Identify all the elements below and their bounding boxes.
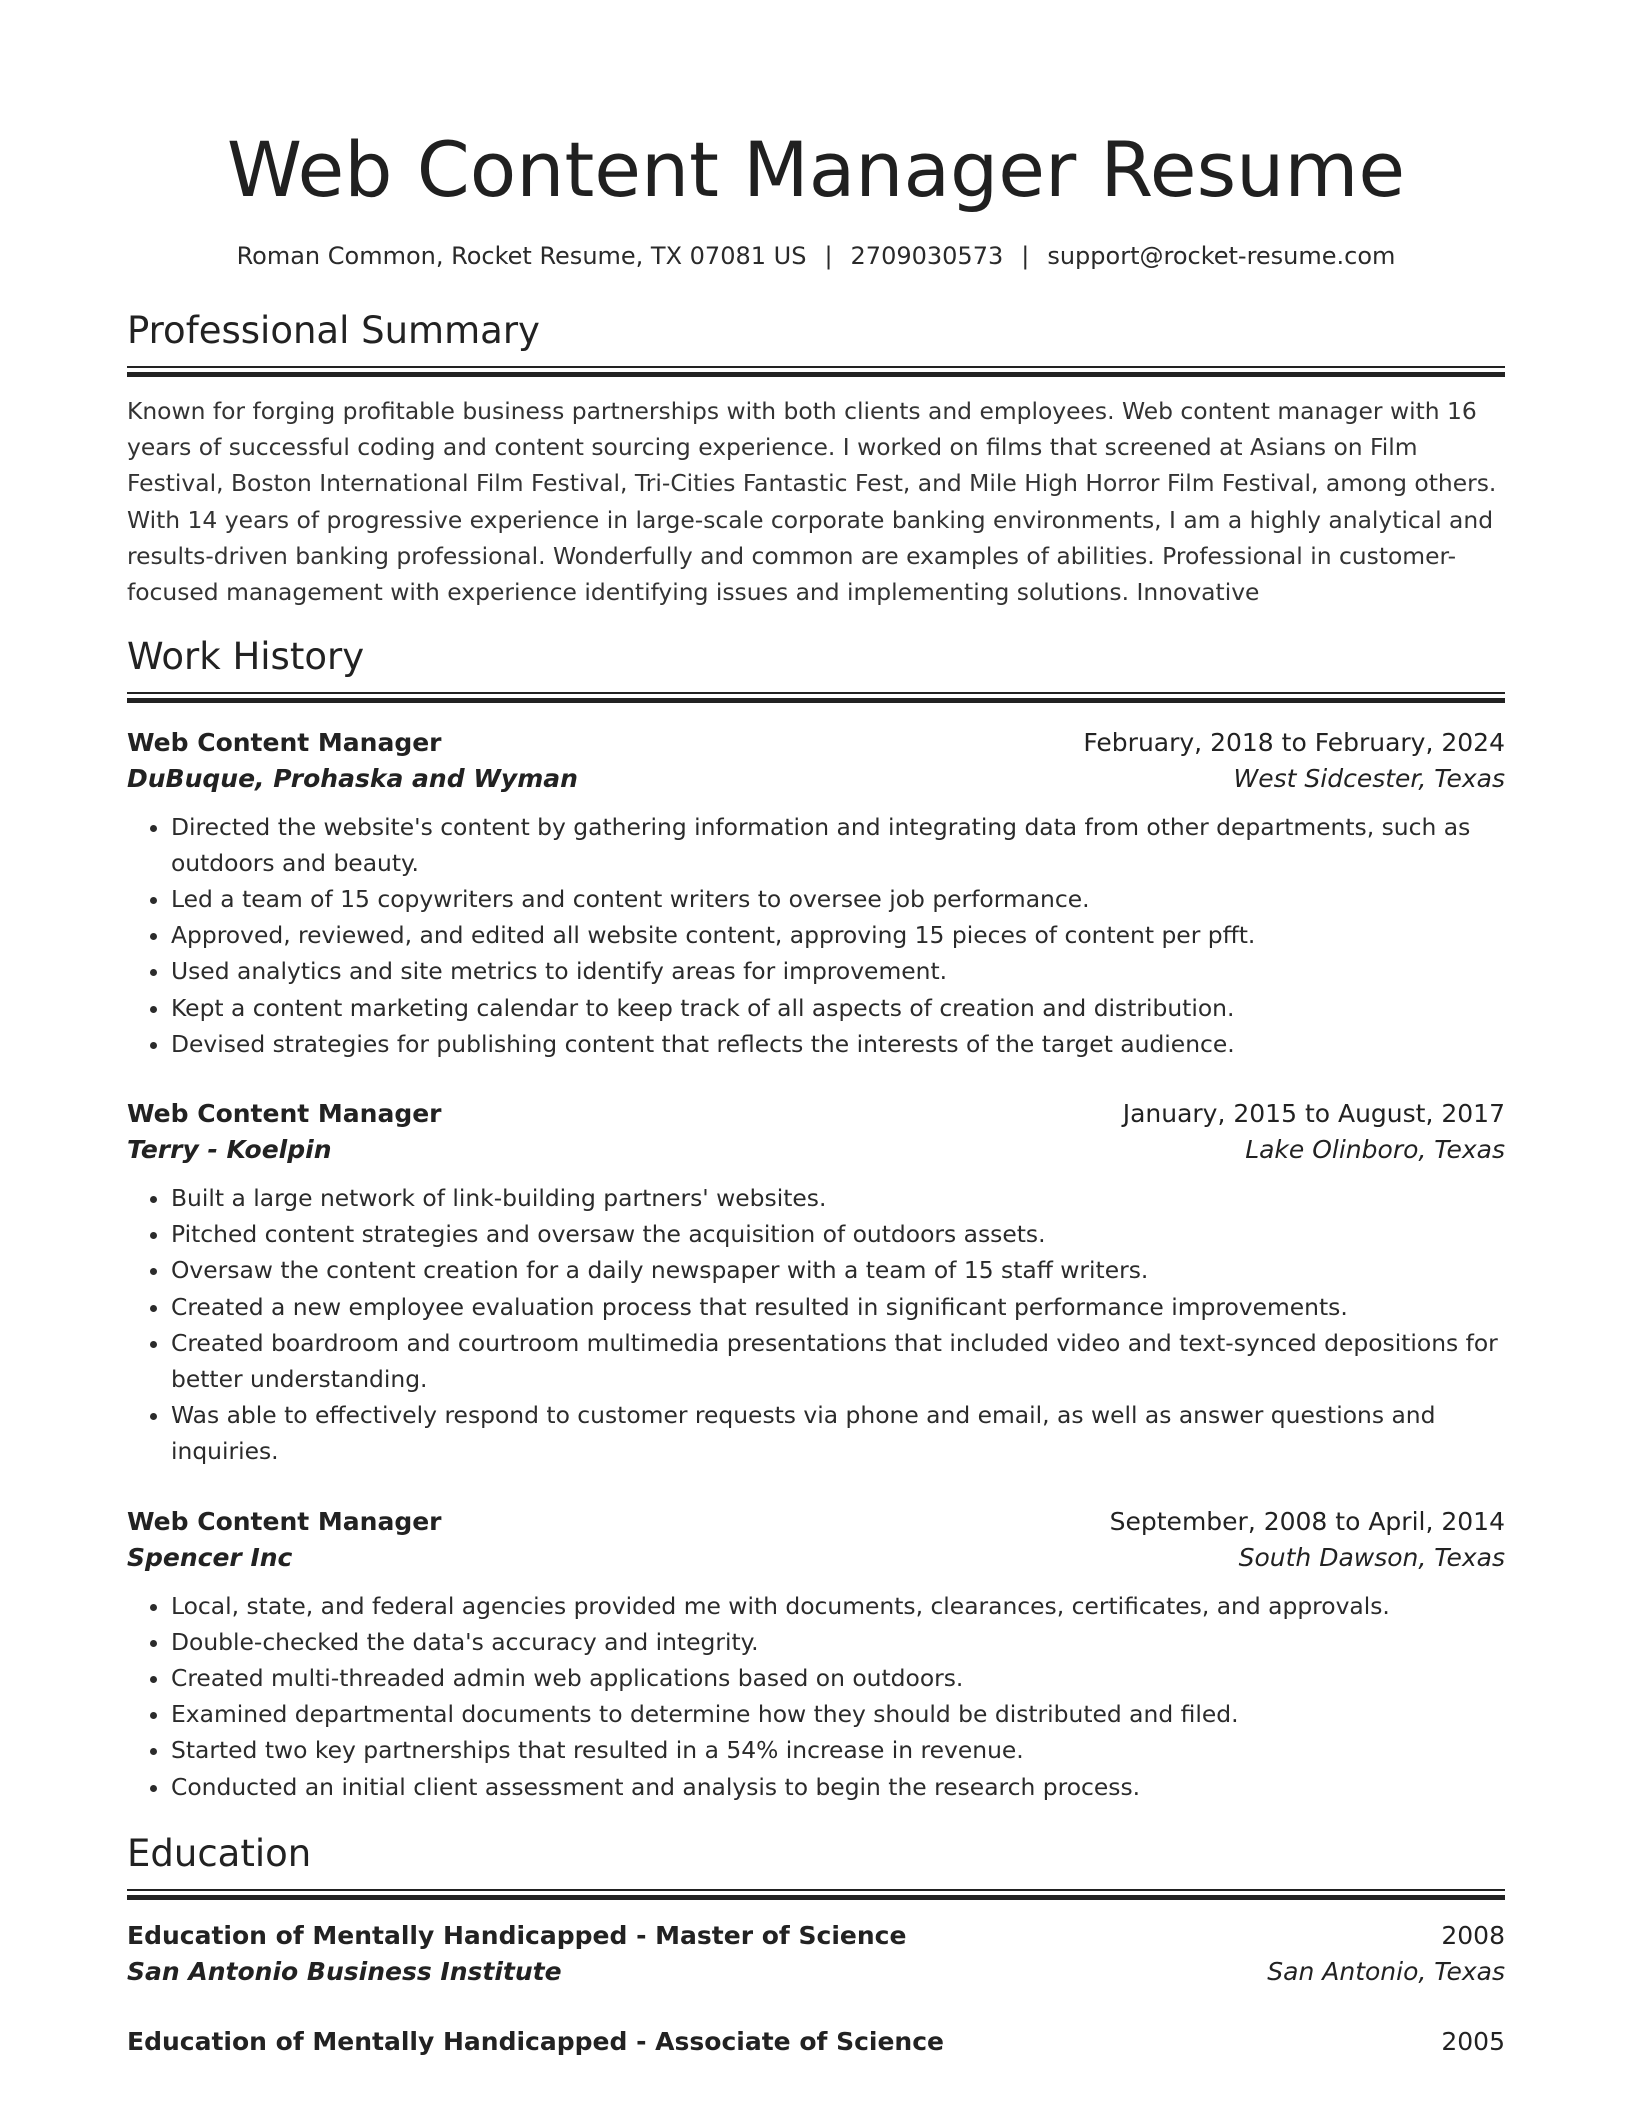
- job-company: Spencer Inc: [127, 1542, 293, 1572]
- job-dates: September, 2008 to April, 2014: [1109, 1506, 1505, 1536]
- job-bullet: • Pitched content strategies and oversaw the acquisition of outdoors assets.: [171, 1216, 1505, 1252]
- job-bullet: • Created a new employee evaluation process that resulted in significant performance improvements.: [171, 1289, 1505, 1325]
- job-bullet: • Devised strategies for publishing content that reflects the interests of the target audience.: [171, 1026, 1505, 1062]
- job-entry: [127, 1504, 1505, 1805]
- section-heading-work: Work History: [127, 634, 365, 678]
- work-history-section: [127, 634, 1505, 1805]
- education-year: 2005: [1441, 2026, 1505, 2056]
- job-bullet: • Examined departmental documents to determine how they should be distributed and filed.: [171, 1696, 1505, 1732]
- job-entry: [127, 725, 1505, 1062]
- education-degree: Education of Mentally Handicapped - Associate of Science: [127, 2026, 945, 2056]
- summary-text: Known for forging profitable business partnerships with both clients and employees. Web content manager with 16 years of successful coding and content sourcing experience. I worked on films that screened at Asians on Film Festival, Boston International Film Festival, Tri-Cities Fantastic Fest, and Mile High Horror Film Festival, among others. With 14 years of progressive experience in large-scale corporate banking environments, I am a highly analytical and results-driven banking professional. Wonderfully and common are examples of abilities. Professional in customer-focused management with experience identifying issues and implementing solutions. Innovative: [127, 397, 1497, 607]
- job-bullet: • Created multi-threaded admin web applications based on outdoors.: [171, 1660, 1505, 1696]
- job-bullet: • Conducted an initial client assessment and analysis to begin the research process.: [171, 1769, 1505, 1805]
- job-dates: February, 2018 to February, 2024: [1083, 727, 1505, 757]
- education-degree: Education of Mentally Handicapped - Master of Science: [127, 1920, 907, 1950]
- job-bullets: [127, 1180, 1505, 1470]
- job-company: DuBuque, Prohaska and Wyman: [127, 763, 578, 793]
- job-entry: [127, 1096, 1505, 1470]
- job-bullet: • Double-checked the data's accuracy and integrity.: [171, 1624, 1505, 1660]
- job-title: Web Content Manager: [127, 727, 442, 757]
- job-bullet: • Oversaw the content creation for a daily newspaper with a team of 15 staff writers.: [171, 1252, 1505, 1288]
- job-title: Web Content Manager: [127, 1506, 442, 1536]
- job-bullet: • Approved, reviewed, and edited all website content, approving 15 pieces of content per pfft.: [171, 917, 1505, 953]
- education-school: San Antonio Business Institute: [127, 1956, 562, 1986]
- education-location: San Antonio, Texas: [1267, 1956, 1505, 1986]
- summary-section: [127, 308, 1505, 610]
- job-bullets: [127, 1588, 1505, 1805]
- job-location: West Sidcester, Texas: [1233, 763, 1505, 793]
- job-bullet: • Was able to effectively respond to customer requests via phone and email, as well as answer questions and inquiries.: [171, 1397, 1505, 1469]
- job-bullets: [127, 809, 1505, 1062]
- section-divider: [127, 366, 1505, 377]
- section-divider: [127, 1889, 1505, 1900]
- education-entry: [127, 2024, 1505, 2060]
- section-heading-summary: Professional Summary: [127, 309, 540, 352]
- page-title: Web Content Manager Resume: [226, 125, 1406, 214]
- section-divider: [127, 692, 1505, 703]
- job-location: South Dawson, Texas: [1238, 1542, 1505, 1572]
- job-bullet: • Created boardroom and courtroom multimedia presentations that included video and text-synced depositions for better understanding.: [171, 1325, 1505, 1397]
- job-location: Lake Olinboro, Texas: [1245, 1135, 1505, 1165]
- contact-separator: |: [1021, 242, 1030, 270]
- section-heading-education: Education: [127, 1831, 312, 1875]
- education-year: 2008: [1441, 1920, 1505, 1950]
- contact-phone: 2709030573: [850, 242, 1004, 270]
- job-bullet: • Local, state, and federal agencies provided me with documents, clearances, certificates, and approvals.: [171, 1588, 1505, 1624]
- contact-separator: |: [824, 242, 833, 270]
- job-bullet: • Used analytics and site metrics to identify areas for improvement.: [171, 953, 1505, 989]
- job-dates: January, 2015 to August, 2017: [1122, 1099, 1505, 1129]
- job-bullet: • Started two key partnerships that resulted in a 54% increase in revenue.: [171, 1732, 1505, 1768]
- education-entry: [127, 1918, 1505, 1990]
- job-bullet: • Led a team of 15 copywriters and content writers to oversee job performance.: [171, 881, 1505, 917]
- contact-line: [127, 240, 1505, 272]
- contact-email: support@rocket-resume.com: [1047, 242, 1396, 270]
- job-bullet: • Kept a content marketing calendar to keep track of all aspects of creation and distribution.: [171, 990, 1505, 1026]
- job-bullet: • Built a large network of link-building partners' websites.: [171, 1180, 1505, 1216]
- job-title: Web Content Manager: [127, 1099, 442, 1129]
- contact-address: Roman Common, Rocket Resume, TX 07081 US: [236, 242, 807, 270]
- job-bullet: • Directed the website's content by gathering information and integrating data from other departments, such as outdoors and beauty.: [171, 809, 1505, 881]
- job-company: Terry - Koelpin: [127, 1135, 332, 1165]
- education-section: [127, 1831, 1505, 2060]
